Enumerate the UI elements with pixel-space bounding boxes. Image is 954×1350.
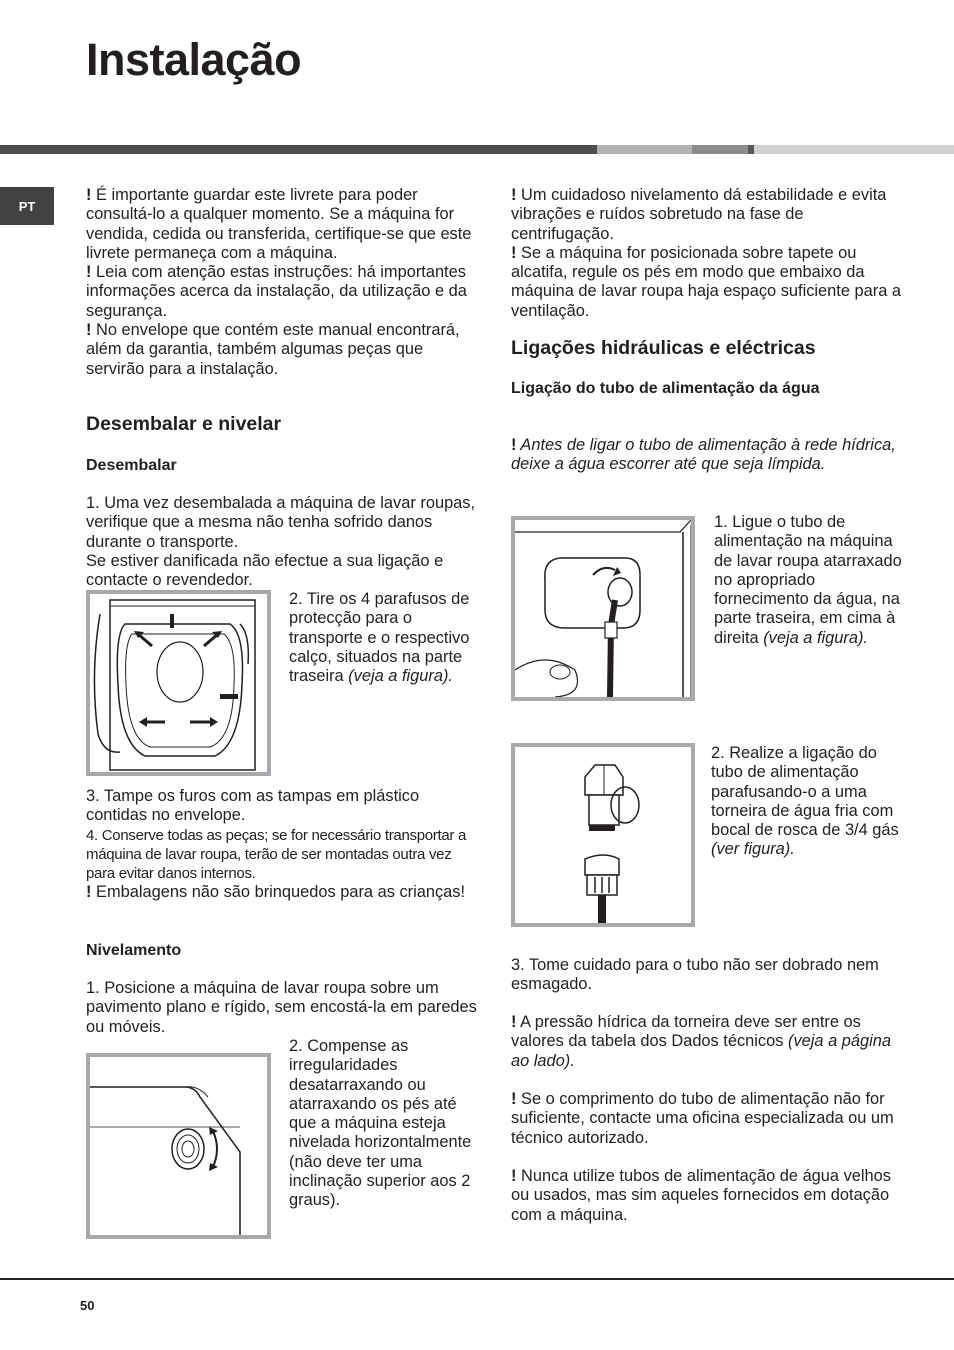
level-note-2: ! Se a máquina for posicionada sobre tapete ou alcatifa, regule os pés em modo que embaixo da máquina de lavar roupa haja espaço suficiente para a ventilação. (511, 243, 901, 320)
header-band-light-1 (597, 145, 692, 154)
figure-inlet-connection (511, 516, 695, 701)
page-number: 50 (80, 1298, 95, 1313)
section-title-connections: Ligações hidráulicas e eléctricas (511, 337, 816, 359)
unpack-steps-3-4 (86, 787, 478, 903)
subheading-water-inlet: Ligação do tubo de alimentação da água (511, 380, 820, 397)
footer-rule (0, 1278, 954, 1280)
unpack-step-1 (86, 494, 478, 590)
unpack-step-2 (289, 590, 479, 686)
water-step-2 (711, 744, 903, 860)
figure-rear-screws (86, 590, 271, 776)
level-note-1: ! Um cuidadoso nivelamento dá estabilidade e evita vibrações e ruídos sobretudo na fase de centrifugação. (511, 186, 887, 243)
water-note-1 (511, 1013, 903, 1071)
level-step-1-text: 1. Posicione a máquina de lavar roupa sobre um pavimento plano e rígido, sem encostá-la em paredes ou móveis. (86, 979, 477, 1036)
section-title-unpack-level: Desembalar e nivelar (86, 413, 282, 435)
water-warning (511, 436, 903, 475)
water-note-3 (511, 1167, 903, 1225)
subheading-unpack: Desembalar (86, 457, 177, 474)
water-step-3-text: 3. Tome cuidado para o tubo não ser dobrado nem esmagado. (511, 956, 879, 994)
figure-tap-thread (511, 743, 695, 927)
water-warning-text: ! Antes de ligar o tubo de alimentação à rede hídrica, deixe a água escorrer até que seja límpida. (511, 436, 896, 474)
intro-note-3: ! No envelope que contém este manual encontrará, além da garantia, também algumas peças que servirão para a instalação. (86, 321, 460, 378)
language-tab: PT (0, 187, 54, 225)
water-step-2-text: 2. Realize a ligação do tubo de alimentação parafusando-o a uma torneira de água fria com bocal de rosca de 3/4 gás (ver figura). (711, 744, 899, 859)
level-notes (511, 186, 903, 321)
unpack-warning: ! Embalagens não são brinquedos para as crianças! (86, 883, 466, 902)
level-step-2-text: 2. Compense as irregularidades desatarraxando ou atarraxando os pés até que a máquina esteja nivelada horizontalmente (não deve ter uma inclinação superior aos 2 graus). (289, 1037, 472, 1210)
unpack-step-1b-text: Se estiver danificada não efectue a sua ligação e contacte o revendedor. (86, 551, 444, 590)
intro-notes (86, 186, 478, 379)
water-step-1 (714, 513, 904, 648)
subheading-level: Nivelamento (86, 942, 182, 959)
figure-adjustable-foot (86, 1053, 271, 1239)
header-band-dark (0, 145, 597, 154)
level-step-2 (289, 1037, 479, 1211)
water-note-3-text: ! Nunca utilize tubos de alimentação de água velhos ou usados, mas sim aqueles fornecidos em dotação com a máquina. (511, 1167, 891, 1224)
unpack-step-3: 3. Tampe os furos com as tampas em plástico contidas no envelope. (86, 787, 420, 825)
intro-note-2: ! Leia com atenção estas instruções: há importantes informações acerca da instalação, da utilização e da segurança. (86, 263, 467, 320)
level-step-1 (86, 979, 478, 1037)
header-band-mid (692, 145, 748, 154)
page-title: Instalação (86, 34, 302, 85)
header-band-light-2 (754, 145, 954, 154)
water-note-2-text: ! Se o comprimento do tubo de alimentação não for suficiente, contacte uma oficina especializada ou um técnico autorizado. (511, 1090, 894, 1147)
unpack-step-4: 4. Conserve todas as peças; se for necessário transportar a máquina de lavar roupa, terão de ser montadas outra vez para evitar danos internos. (86, 826, 467, 883)
intro-note-1: ! É importante guardar este livrete para poder consultá-lo a qualquer momento. Se a máquina for vendida, cedida ou transferida, certifique-se que este livrete permaneça com a máquina. (86, 186, 472, 262)
water-note-1-text: ! A pressão hídrica da torneira deve ser entre os valores da tabela dos Dados técnicos (veja a página ao lado). (511, 1013, 891, 1070)
unpack-step-1-text: 1. Uma vez desembalada a máquina de lavar roupas, verifique que a mesma não tenha sofrido danos durante o transporte. (86, 494, 476, 551)
water-step-3 (511, 956, 903, 995)
water-note-2 (511, 1090, 903, 1148)
unpack-step-2-text: 2. Tire os 4 parafusos de protecção para o transporte e o respectivo calço, situados na parte traseira (veja a figura). (289, 590, 470, 686)
water-step-1-text: 1. Ligue o tubo de alimentação na máquina de lavar roupa atarraxado no apropriado fornecimento da água, na parte traseira, em cima à direita (veja a figura). (714, 513, 902, 647)
